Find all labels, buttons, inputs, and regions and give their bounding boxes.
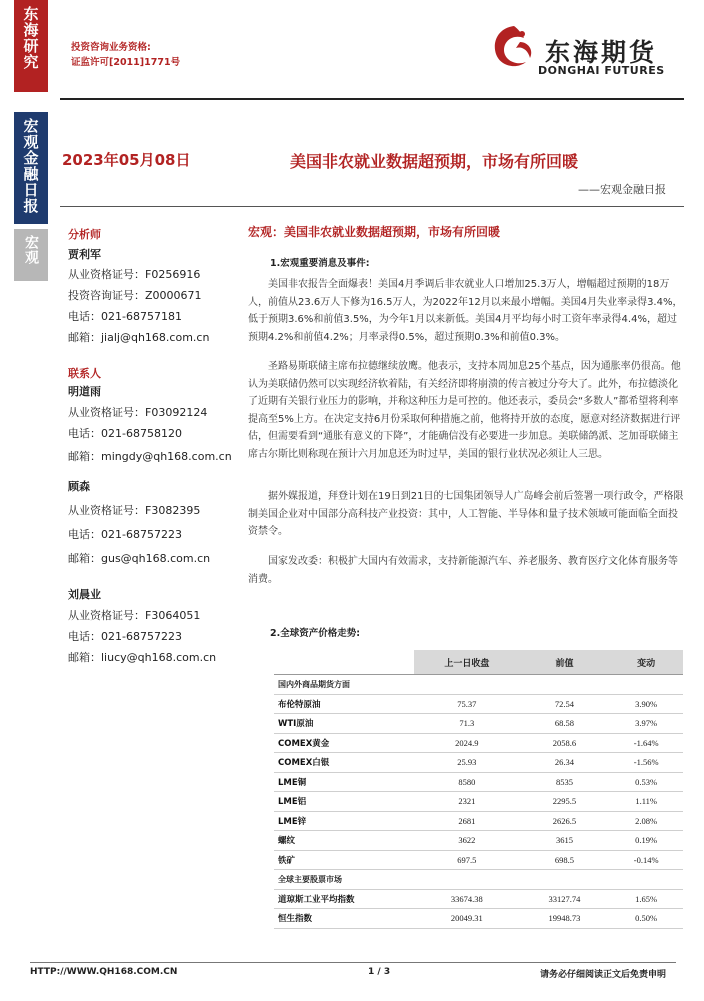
report-type-tab xyxy=(14,112,48,224)
asset-name: 恒生指数 xyxy=(274,909,414,929)
table-row xyxy=(274,909,683,929)
footer-rule xyxy=(30,962,676,963)
report-date: 2023年05月08日 xyxy=(62,151,191,169)
paragraph-nonfarm: 美国非农报告全面爆表！美国4月季调后非农就业人口增加25.3万人，增幅超过预期的18万人，前值从23.6万人下修为16.5万人，为2022年12月以来最小增幅。美国4月失业率录得3.4%，低于预期3.6%和前值3.5%，为今年1月以来新低。美国4月平均每小时工资年率录得4.4%，超过预期4.2%和前值4.2%；月率录得0.5%，超过预期0.3%和前值0.3%。 xyxy=(248,279,683,343)
analyst-label: 分析师 xyxy=(68,228,101,241)
table-cell: 0.19% xyxy=(609,831,683,851)
paragraph-ndrc: 国家发改委：积极扩大国内有效需求，支持新能源汽车、养老服务、教育医疗文化体育服务等消费。 xyxy=(248,556,678,585)
table-group-row xyxy=(274,870,683,890)
footer-disclaimer: 请务必仔细阅读正文后免责申明 xyxy=(540,970,667,980)
page-number: 1 / 3 xyxy=(368,967,391,977)
contact-qual: 从业资格证号：F3082395 xyxy=(68,504,201,517)
table-cell: 2.08% xyxy=(609,811,683,831)
research-tab xyxy=(14,0,48,92)
contact-name: 顾森 xyxy=(68,480,90,493)
header-rule xyxy=(60,98,684,100)
table-cell: 2626.5 xyxy=(520,811,610,831)
analyst-name: 贾利军 xyxy=(68,248,101,261)
table-header: 变动 xyxy=(609,650,683,675)
table-cell xyxy=(609,675,683,695)
table-cell: 3.90% xyxy=(609,694,683,714)
paragraph-fed: 圣路易斯联储主席布拉德继续放鹰。他表示，支持本周加息25个基点，因为通胀率仍很高。他认为美联储仍然可以实现经济软着陆，有关经济即将崩溃的传言被过分夸大了。此外，布拉德淡化了近期有关银行业压力的影响，并称这种压力是可控的。他还表示，委员会“多数人”都希望将利率提高至5%上方。在决定支持6月份采取何种措施之前，他将持开放的态度，愿意对经济数据进行评估，但需要看到“通胀有意义的下降”，才能确信没有必要进一步加息。美联储鸽派、芝加哥联储主席古尔斯比则称现在预计六月加息还为时过早，美国的银行业状况必须让人三思。 xyxy=(248,361,681,460)
contact-qual: 从业资格证号：F03092124 xyxy=(68,406,208,419)
footer-url[interactable]: HTTP://WWW.QH168.COM.CN xyxy=(30,967,178,977)
table-header: 前值 xyxy=(520,650,610,675)
table-row xyxy=(274,694,683,714)
contact-label: 联系人 xyxy=(68,367,101,380)
category-tab xyxy=(14,229,48,281)
title-rule xyxy=(60,206,684,207)
table-cell xyxy=(520,675,610,695)
asset-name: LME铜 xyxy=(274,772,414,792)
asset-name: 螺纹 xyxy=(274,831,414,851)
table-cell: 2024.9 xyxy=(414,733,520,753)
table-cell: 33127.74 xyxy=(520,889,610,909)
table-header xyxy=(274,650,414,675)
analyst-phone: 电话：021-68757181 xyxy=(68,310,182,323)
qualification-line-1: 投资咨询业务资格: xyxy=(71,42,151,53)
table-row xyxy=(274,714,683,734)
asset-price-table xyxy=(274,650,683,929)
table-cell: -1.64% xyxy=(609,733,683,753)
table-cell: 33674.38 xyxy=(414,889,520,909)
asset-name: COMEX白银 xyxy=(274,753,414,773)
table-row xyxy=(274,792,683,812)
contact-email[interactable]: 邮箱：mingdy@qh168.com.cn xyxy=(68,450,232,463)
table-cell: 3615 xyxy=(520,831,610,851)
logo-english: DONGHAI FUTURES xyxy=(538,64,665,77)
table-cell: 2058.6 xyxy=(520,733,610,753)
table-row xyxy=(274,889,683,909)
table-cell: 71.3 xyxy=(414,714,520,734)
contact-qual: 从业资格证号：F3064051 xyxy=(68,609,201,622)
table-row xyxy=(274,811,683,831)
table-group-label: 全球主要股票市场 xyxy=(274,870,414,890)
contact-phone: 电话：021-68757223 xyxy=(68,630,182,643)
table-cell xyxy=(414,870,520,890)
table-cell: 20049.31 xyxy=(414,909,520,929)
report-type-tab-label: 宏观金融日报 xyxy=(21,118,40,214)
table-cell: 19948.73 xyxy=(520,909,610,929)
table-group-label: 国内外商品期货方面 xyxy=(274,675,414,695)
table-cell: 2295.5 xyxy=(520,792,610,812)
table-row xyxy=(274,753,683,773)
analyst-email[interactable]: 邮箱：jialj@qh168.com.cn xyxy=(68,331,210,344)
contact-name: 明道雨 xyxy=(68,385,101,398)
analyst-consult: 投资咨询证号：Z0000671 xyxy=(68,289,202,302)
table-row xyxy=(274,831,683,851)
table-cell xyxy=(520,870,610,890)
table-cell: 3622 xyxy=(414,831,520,851)
asset-name: WTI原油 xyxy=(274,714,414,734)
report-subtitle: ——宏观金融日报 xyxy=(578,183,666,196)
asset-name: 布伦特原油 xyxy=(274,694,414,714)
table-cell: 72.54 xyxy=(520,694,610,714)
table-cell: 25.93 xyxy=(414,753,520,773)
contact-phone: 电话：021-68757223 xyxy=(68,528,182,541)
table-cell xyxy=(609,870,683,890)
table-group-row xyxy=(274,675,683,695)
table-cell: 8580 xyxy=(414,772,520,792)
logo-text: 东海期货 xyxy=(545,38,658,67)
table-cell: 0.53% xyxy=(609,772,683,792)
research-tab-label: 东海研究 xyxy=(21,6,40,70)
table-header: 上一日收盘 xyxy=(414,650,520,675)
asset-name: LME铝 xyxy=(274,792,414,812)
table-cell: 8535 xyxy=(520,772,610,792)
table-cell: 75.37 xyxy=(414,694,520,714)
section-2-heading: 2.全球资产价格走势: xyxy=(270,628,361,639)
macro-heading: 宏观：美国非农就业数据超预期，市场有所回暖 xyxy=(248,225,501,239)
table-cell: -1.56% xyxy=(609,753,683,773)
table-cell: 0.50% xyxy=(609,909,683,929)
table-header-row xyxy=(274,650,683,675)
contacts-column xyxy=(68,226,238,670)
table-cell: -0.14% xyxy=(609,850,683,870)
contact-email[interactable]: 邮箱：gus@qh168.com.cn xyxy=(68,552,211,565)
asset-name: 道琼斯工业平均指数 xyxy=(274,889,414,909)
paragraph-biden: 据外媒报道，拜登计划在19日到21日的七国集团领导人广岛峰会前后签署一项行政令，严格限制美国企业对中国部分高科技产业投资：其中，人工智能、半导体和量子技术领域可能面临全面投资禁令。 xyxy=(248,491,684,537)
report-title: 美国非农就业数据超预期，市场有所回暖 xyxy=(290,152,579,171)
asset-name: COMEX黄金 xyxy=(274,733,414,753)
asset-name: 铁矿 xyxy=(274,850,414,870)
table-cell: 697.5 xyxy=(414,850,520,870)
table-cell: 26.34 xyxy=(520,753,610,773)
contact-phone: 电话：021-68758120 xyxy=(68,427,182,440)
contact-name: 刘晨业 xyxy=(68,588,101,601)
analyst-qual: 从业资格证号：F0256916 xyxy=(68,268,201,281)
table-cell: 1.11% xyxy=(609,792,683,812)
section-1-heading: 1.宏观重要消息及事件: xyxy=(270,258,370,269)
table-row xyxy=(274,733,683,753)
table-cell: 1.65% xyxy=(609,889,683,909)
table-cell xyxy=(414,675,520,695)
dragon-logo-icon xyxy=(486,20,542,76)
asset-name: LME锌 xyxy=(274,811,414,831)
category-tab-label: 宏观 xyxy=(23,235,39,265)
table-cell: 3.97% xyxy=(609,714,683,734)
table-cell: 2681 xyxy=(414,811,520,831)
table-cell: 2321 xyxy=(414,792,520,812)
qualification-note xyxy=(71,40,180,70)
table-cell: 68.58 xyxy=(520,714,610,734)
contact-email[interactable]: 邮箱：liucy@qh168.com.cn xyxy=(68,651,217,664)
table-row xyxy=(274,850,683,870)
qualification-line-2: 证监许可[2011]1771号 xyxy=(71,57,181,68)
table-cell: 698.5 xyxy=(520,850,610,870)
table-row xyxy=(274,772,683,792)
